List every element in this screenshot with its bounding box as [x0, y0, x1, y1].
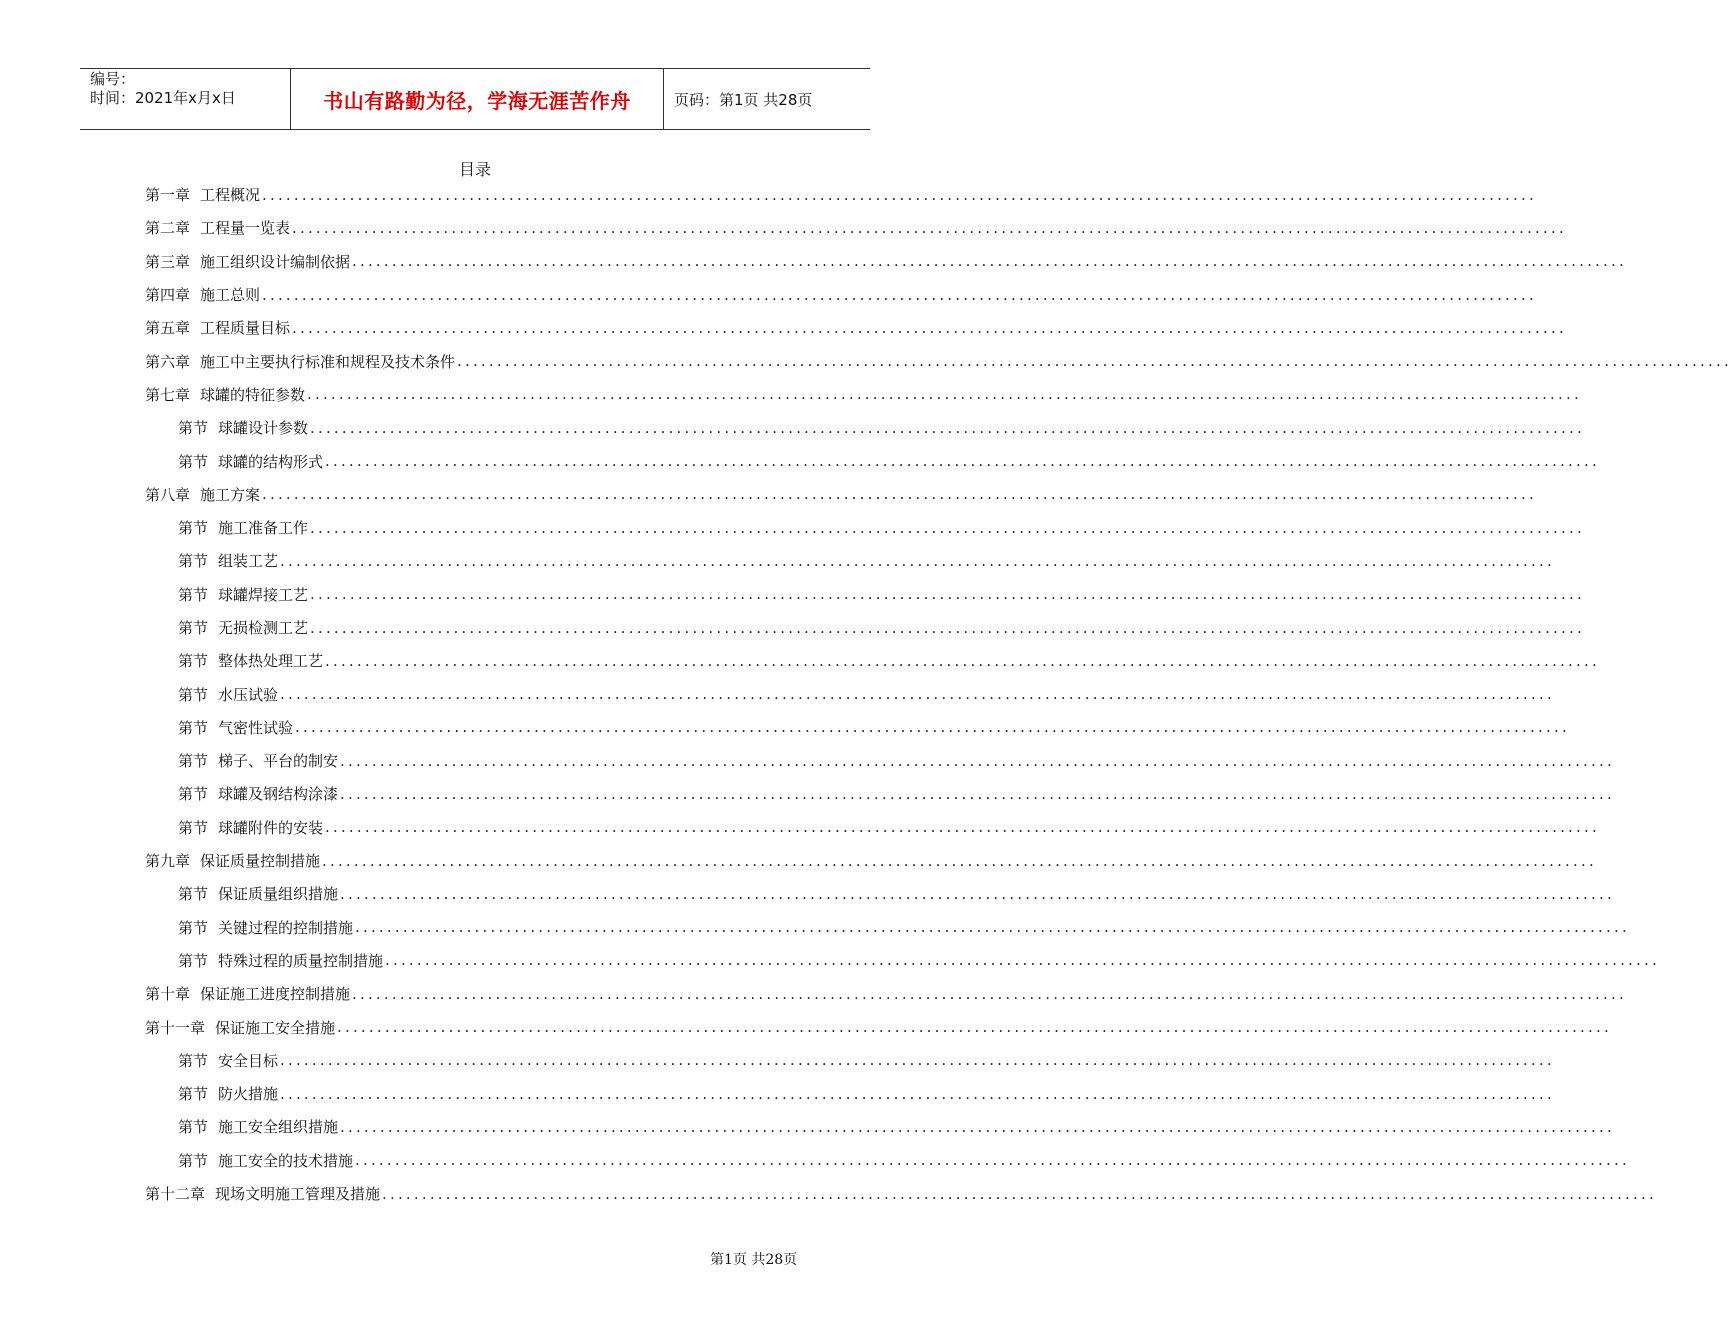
- toc-entry-number: 第节: [178, 452, 209, 471]
- toc-entry[interactable]: [145, 977, 1627, 1010]
- toc-entry[interactable]: [145, 1144, 1630, 1177]
- toc-dot-leader: ................................................................................................................................................................: [280, 685, 1555, 704]
- toc-entry-title: 工程概况: [200, 186, 261, 205]
- toc-dot-leader: ................................................................................................................................................................: [457, 352, 1732, 371]
- toc-entry[interactable]: [145, 777, 1615, 810]
- toc-dot-leader: ................................................................................................................................................................: [340, 884, 1615, 903]
- toc-entry-title: 球罐附件的安装: [218, 818, 324, 837]
- toc-dot-leader: ................................................................................................................................................................: [325, 818, 1600, 837]
- toc-entry-number: 第节: [178, 519, 209, 538]
- toc-dot-leader: ................................................................................................................................................................: [352, 984, 1627, 1003]
- toc-entry-number: 第节: [178, 1051, 209, 1070]
- toc-entry-title: 无损检测工艺: [218, 619, 309, 637]
- toc-entry-title: 气密性试验: [218, 718, 294, 737]
- toc-entry-number: 第三章: [145, 252, 191, 271]
- toc-entry[interactable]: [145, 578, 1585, 611]
- toc-entry[interactable]: [145, 311, 1567, 344]
- toc-dot-leader: ................................................................................................................................................................: [355, 1151, 1630, 1170]
- toc-dot-leader: ................................................................................................................................................................: [280, 551, 1555, 570]
- toc-entry-number: 第一章: [145, 186, 191, 205]
- toc-dot-leader: ................................................................................................................................................................: [280, 1084, 1555, 1103]
- toc-entry-title: 工程量一览表: [200, 219, 291, 238]
- toc-entry[interactable]: [145, 411, 1585, 444]
- toc-entry-title: 施工组织设计编制依据: [200, 252, 351, 271]
- toc-dot-leader: ................................................................................................................................................................: [307, 385, 1582, 404]
- header-meta: [80, 69, 291, 129]
- toc-dot-leader: ................................................................................................................................................................: [310, 618, 1585, 637]
- table-of-contents: [145, 178, 1732, 1210]
- toc-entry[interactable]: [145, 1010, 1612, 1043]
- toc-entry-number: 第节: [178, 619, 209, 637]
- toc-entry[interactable]: [145, 611, 1585, 644]
- toc-entry-number: 第十二章: [145, 1185, 206, 1204]
- toc-dot-leader: ................................................................................................................................................................: [340, 1117, 1615, 1136]
- toc-entry-number: 第节: [178, 652, 209, 671]
- code-label: 编号：: [90, 70, 136, 88]
- toc-dot-leader: ................................................................................................................................................................: [262, 485, 1537, 504]
- toc-entry[interactable]: [145, 378, 1582, 411]
- toc-dot-leader: ................................................................................................................................................................: [385, 951, 1660, 970]
- toc-entry[interactable]: [145, 811, 1600, 844]
- toc-entry-title: 施工中主要执行标准和规程及技术条件: [200, 352, 456, 371]
- toc-entry[interactable]: [145, 744, 1615, 777]
- toc-dot-leader: ................................................................................................................................................................: [310, 518, 1585, 537]
- toc-entry-number: 第四章: [145, 286, 191, 305]
- toc-entry-title: 施工准备工作: [218, 519, 309, 538]
- toc-entry-number: 第节: [178, 552, 209, 571]
- toc-entry-number: 第十一章: [145, 1018, 206, 1037]
- toc-entry-number: 第五章: [145, 319, 191, 338]
- toc-entry-title: 施工安全的技术措施: [218, 1151, 354, 1170]
- toc-entry[interactable]: [145, 278, 1537, 311]
- toc-entry-number: 第节: [178, 752, 209, 771]
- toc-dot-leader: ................................................................................................................................................................: [355, 918, 1630, 937]
- toc-entry-title: 球罐及钢结构涂漆: [218, 785, 339, 804]
- toc-title: 目录: [458, 160, 491, 179]
- toc-entry-number: 第节: [178, 785, 209, 804]
- toc-entry[interactable]: [145, 1110, 1615, 1143]
- toc-entry-number: 第十章: [145, 985, 191, 1004]
- toc-dot-leader: ................................................................................................................................................................: [352, 252, 1627, 271]
- toc-entry-number: 第节: [178, 1151, 209, 1170]
- toc-entry-title: 保证施工安全措施: [215, 1018, 336, 1037]
- toc-entry-title: 整体热处理工艺: [218, 652, 324, 671]
- toc-dot-leader: ................................................................................................................................................................: [262, 285, 1537, 304]
- toc-dot-leader: ................................................................................................................................................................: [310, 418, 1585, 437]
- toc-entry[interactable]: [145, 677, 1555, 710]
- toc-entry[interactable]: [145, 344, 1732, 377]
- toc-entry-number: 第八章: [145, 485, 191, 504]
- toc-entry-title: 工程质量目标: [200, 319, 291, 338]
- toc-entry-number: 第节: [178, 1085, 209, 1104]
- toc-dot-leader: ................................................................................................................................................................: [325, 452, 1600, 471]
- page-header: [80, 68, 870, 130]
- toc-entry-title: 组装工艺: [218, 552, 279, 571]
- toc-dot-leader: ................................................................................................................................................................: [310, 585, 1585, 604]
- header-motto: 书山有路勤为径，学海无涯苦作舟: [291, 69, 664, 129]
- toc-dot-leader: ................................................................................................................................................................: [325, 651, 1600, 670]
- toc-entry-number: 第六章: [145, 352, 191, 371]
- toc-entry-title: 保证质量控制措施: [200, 852, 321, 871]
- toc-entry-number: 第七章: [145, 385, 191, 404]
- toc-entry-title: 球罐焊接工艺: [218, 585, 309, 604]
- toc-entry-number: 第节: [178, 951, 209, 970]
- header-page-info: 页码：第1页 共28页: [674, 90, 813, 109]
- toc-entry-number: 第节: [178, 685, 209, 704]
- toc-dot-leader: ................................................................................................................................................................: [292, 218, 1567, 237]
- toc-entry-title: 球罐设计参数: [218, 419, 309, 438]
- toc-entry-number: 第节: [178, 419, 209, 438]
- toc-entry[interactable]: [145, 511, 1585, 544]
- toc-entry-title: 保证质量组织措施: [218, 885, 339, 904]
- toc-entry[interactable]: [145, 911, 1630, 944]
- toc-entry[interactable]: [145, 1044, 1555, 1077]
- toc-entry-number: 第节: [178, 918, 209, 937]
- toc-entry-title: 关键过程的控制措施: [218, 918, 354, 937]
- toc-entry-title: 特殊过程的质量控制措施: [218, 951, 384, 970]
- toc-entry-title: 梯子、平台的制安: [218, 752, 339, 771]
- toc-dot-leader: ................................................................................................................................................................: [322, 851, 1597, 870]
- toc-entry-title: 水压试验: [218, 685, 279, 704]
- toc-entry-title: 保证施工进度控制措施: [200, 985, 351, 1004]
- toc-dot-leader: ................................................................................................................................................................: [295, 718, 1570, 737]
- toc-dot-leader: ................................................................................................................................................................: [280, 1051, 1555, 1070]
- toc-entry-title: 防火措施: [218, 1085, 279, 1104]
- date-line: 时间：2021年x月x日: [90, 89, 236, 107]
- toc-dot-leader: ................................................................................................................................................................: [292, 318, 1567, 337]
- toc-entry[interactable]: [145, 211, 1567, 244]
- toc-dot-leader: ................................................................................................................................................................: [262, 185, 1537, 204]
- toc-entry-title: 施工总则: [200, 286, 261, 305]
- toc-entry[interactable]: [145, 178, 1537, 211]
- toc-entry-number: 第节: [178, 718, 209, 737]
- toc-entry-title: 施工方案: [200, 485, 261, 504]
- toc-entry[interactable]: [145, 544, 1555, 577]
- toc-entry[interactable]: [145, 877, 1615, 910]
- toc-entry[interactable]: [145, 1177, 1657, 1210]
- toc-entry[interactable]: [145, 478, 1537, 511]
- toc-dot-leader: ................................................................................................................................................................: [340, 751, 1615, 770]
- toc-entry[interactable]: [145, 644, 1600, 677]
- toc-dot-leader: ................................................................................................................................................................: [337, 1018, 1612, 1037]
- page-footer: 第1页 共28页: [710, 1252, 798, 1268]
- toc-entry-number: 第节: [178, 1118, 209, 1137]
- toc-entry-title: 球罐的特征参数: [200, 385, 306, 404]
- toc-entry[interactable]: [145, 711, 1570, 744]
- toc-entry[interactable]: [145, 944, 1660, 977]
- toc-entry[interactable]: [145, 844, 1597, 877]
- toc-entry[interactable]: [145, 1077, 1555, 1110]
- toc-entry[interactable]: [145, 245, 1627, 278]
- toc-dot-leader: ................................................................................................................................................................: [340, 784, 1615, 803]
- toc-entry-number: 第九章: [145, 852, 191, 871]
- toc-entry-title: 施工安全组织措施: [218, 1118, 339, 1137]
- toc-entry-title: 安全目标: [218, 1051, 279, 1070]
- toc-dot-leader: ................................................................................................................................................................: [382, 1184, 1657, 1203]
- toc-entry-title: 球罐的结构形式: [218, 452, 324, 471]
- toc-entry-number: 第节: [178, 885, 209, 904]
- toc-entry-title: 现场文明施工管理及措施: [215, 1185, 381, 1204]
- toc-entry-number: 第节: [178, 585, 209, 604]
- toc-entry[interactable]: [145, 444, 1600, 477]
- toc-entry-number: 第二章: [145, 219, 191, 238]
- toc-entry-number: 第节: [178, 818, 209, 837]
